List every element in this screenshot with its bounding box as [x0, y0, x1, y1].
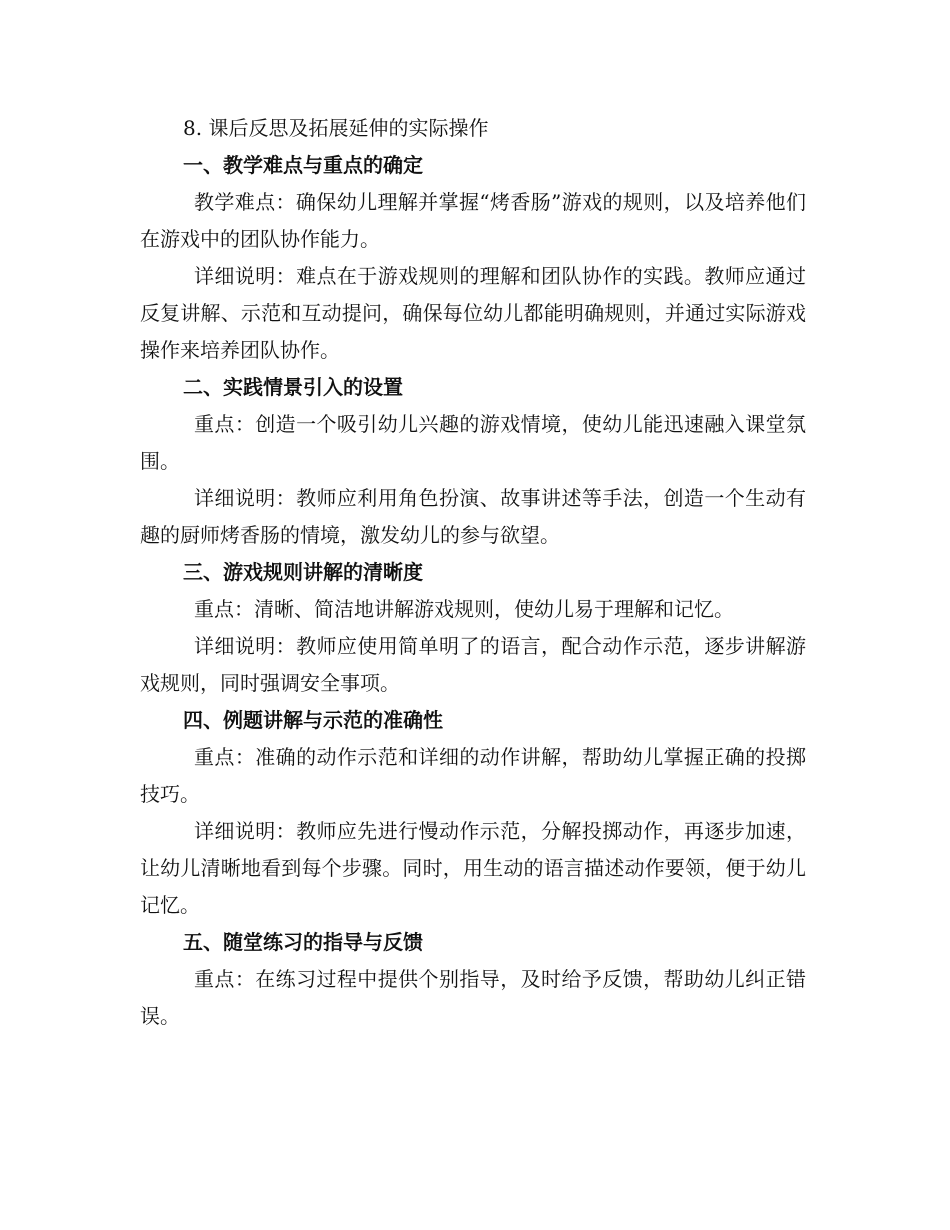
paragraph-key-point: 重点：创造一个吸引幼儿兴趣的游戏情境，使幼儿能迅速融入课堂氛围。	[140, 412, 806, 473]
document-page	[140, 110, 806, 1035]
paragraph-detail: 详细说明：难点在于游戏规则的理解和团队协作的实践。教师应通过反复讲解、示范和互动提问，确保每位幼儿都能明确规则，并通过实际游戏操作来培养团队协作。	[140, 264, 806, 362]
section-heading-2: 二、实践情景引入的设置	[183, 375, 403, 399]
paragraph-detail: 详细说明：教师应先进行慢动作示范，分解投掷动作，再逐步加速，让幼儿清晰地看到每个步骤。同时，用生动的语言描述动作要领，便于幼儿记忆。	[140, 819, 806, 917]
section-intro-line: 8. 课后反思及拓展延伸的实际操作	[183, 116, 489, 140]
paragraph-key-point: 重点：准确的动作示范和详细的动作讲解，帮助幼儿掌握正确的投掷技巧。	[140, 745, 806, 806]
section-heading-5: 五、随堂练习的指导与反馈	[183, 930, 423, 954]
paragraph-detail: 详细说明：教师应使用简单明了的语言，配合动作示范，逐步讲解游戏规则，同时强调安全事项。	[140, 634, 806, 695]
section-heading-3: 三、游戏规则讲解的清晰度	[183, 560, 423, 584]
paragraph-key-point: 重点：清晰、简洁地讲解游戏规则，使幼儿易于理解和记忆。	[194, 597, 734, 621]
paragraph-detail: 详细说明：教师应利用角色扮演、故事讲述等手法，创造一个生动有趣的厨师烤香肠的情境，激发幼儿的参与欲望。	[140, 486, 806, 547]
section-heading-1: 一、教学难点与重点的确定	[183, 153, 423, 177]
paragraph-key-point: 重点：在练习过程中提供个别指导，及时给予反馈，帮助幼儿纠正错误。	[140, 967, 806, 1028]
paragraph-difficulty: 教学难点：确保幼儿理解并掌握“烤香肠”游戏的规则，以及培养他们在游戏中的团队协作能力。	[140, 190, 806, 251]
section-heading-4: 四、例题讲解与示范的准确性	[183, 708, 443, 732]
